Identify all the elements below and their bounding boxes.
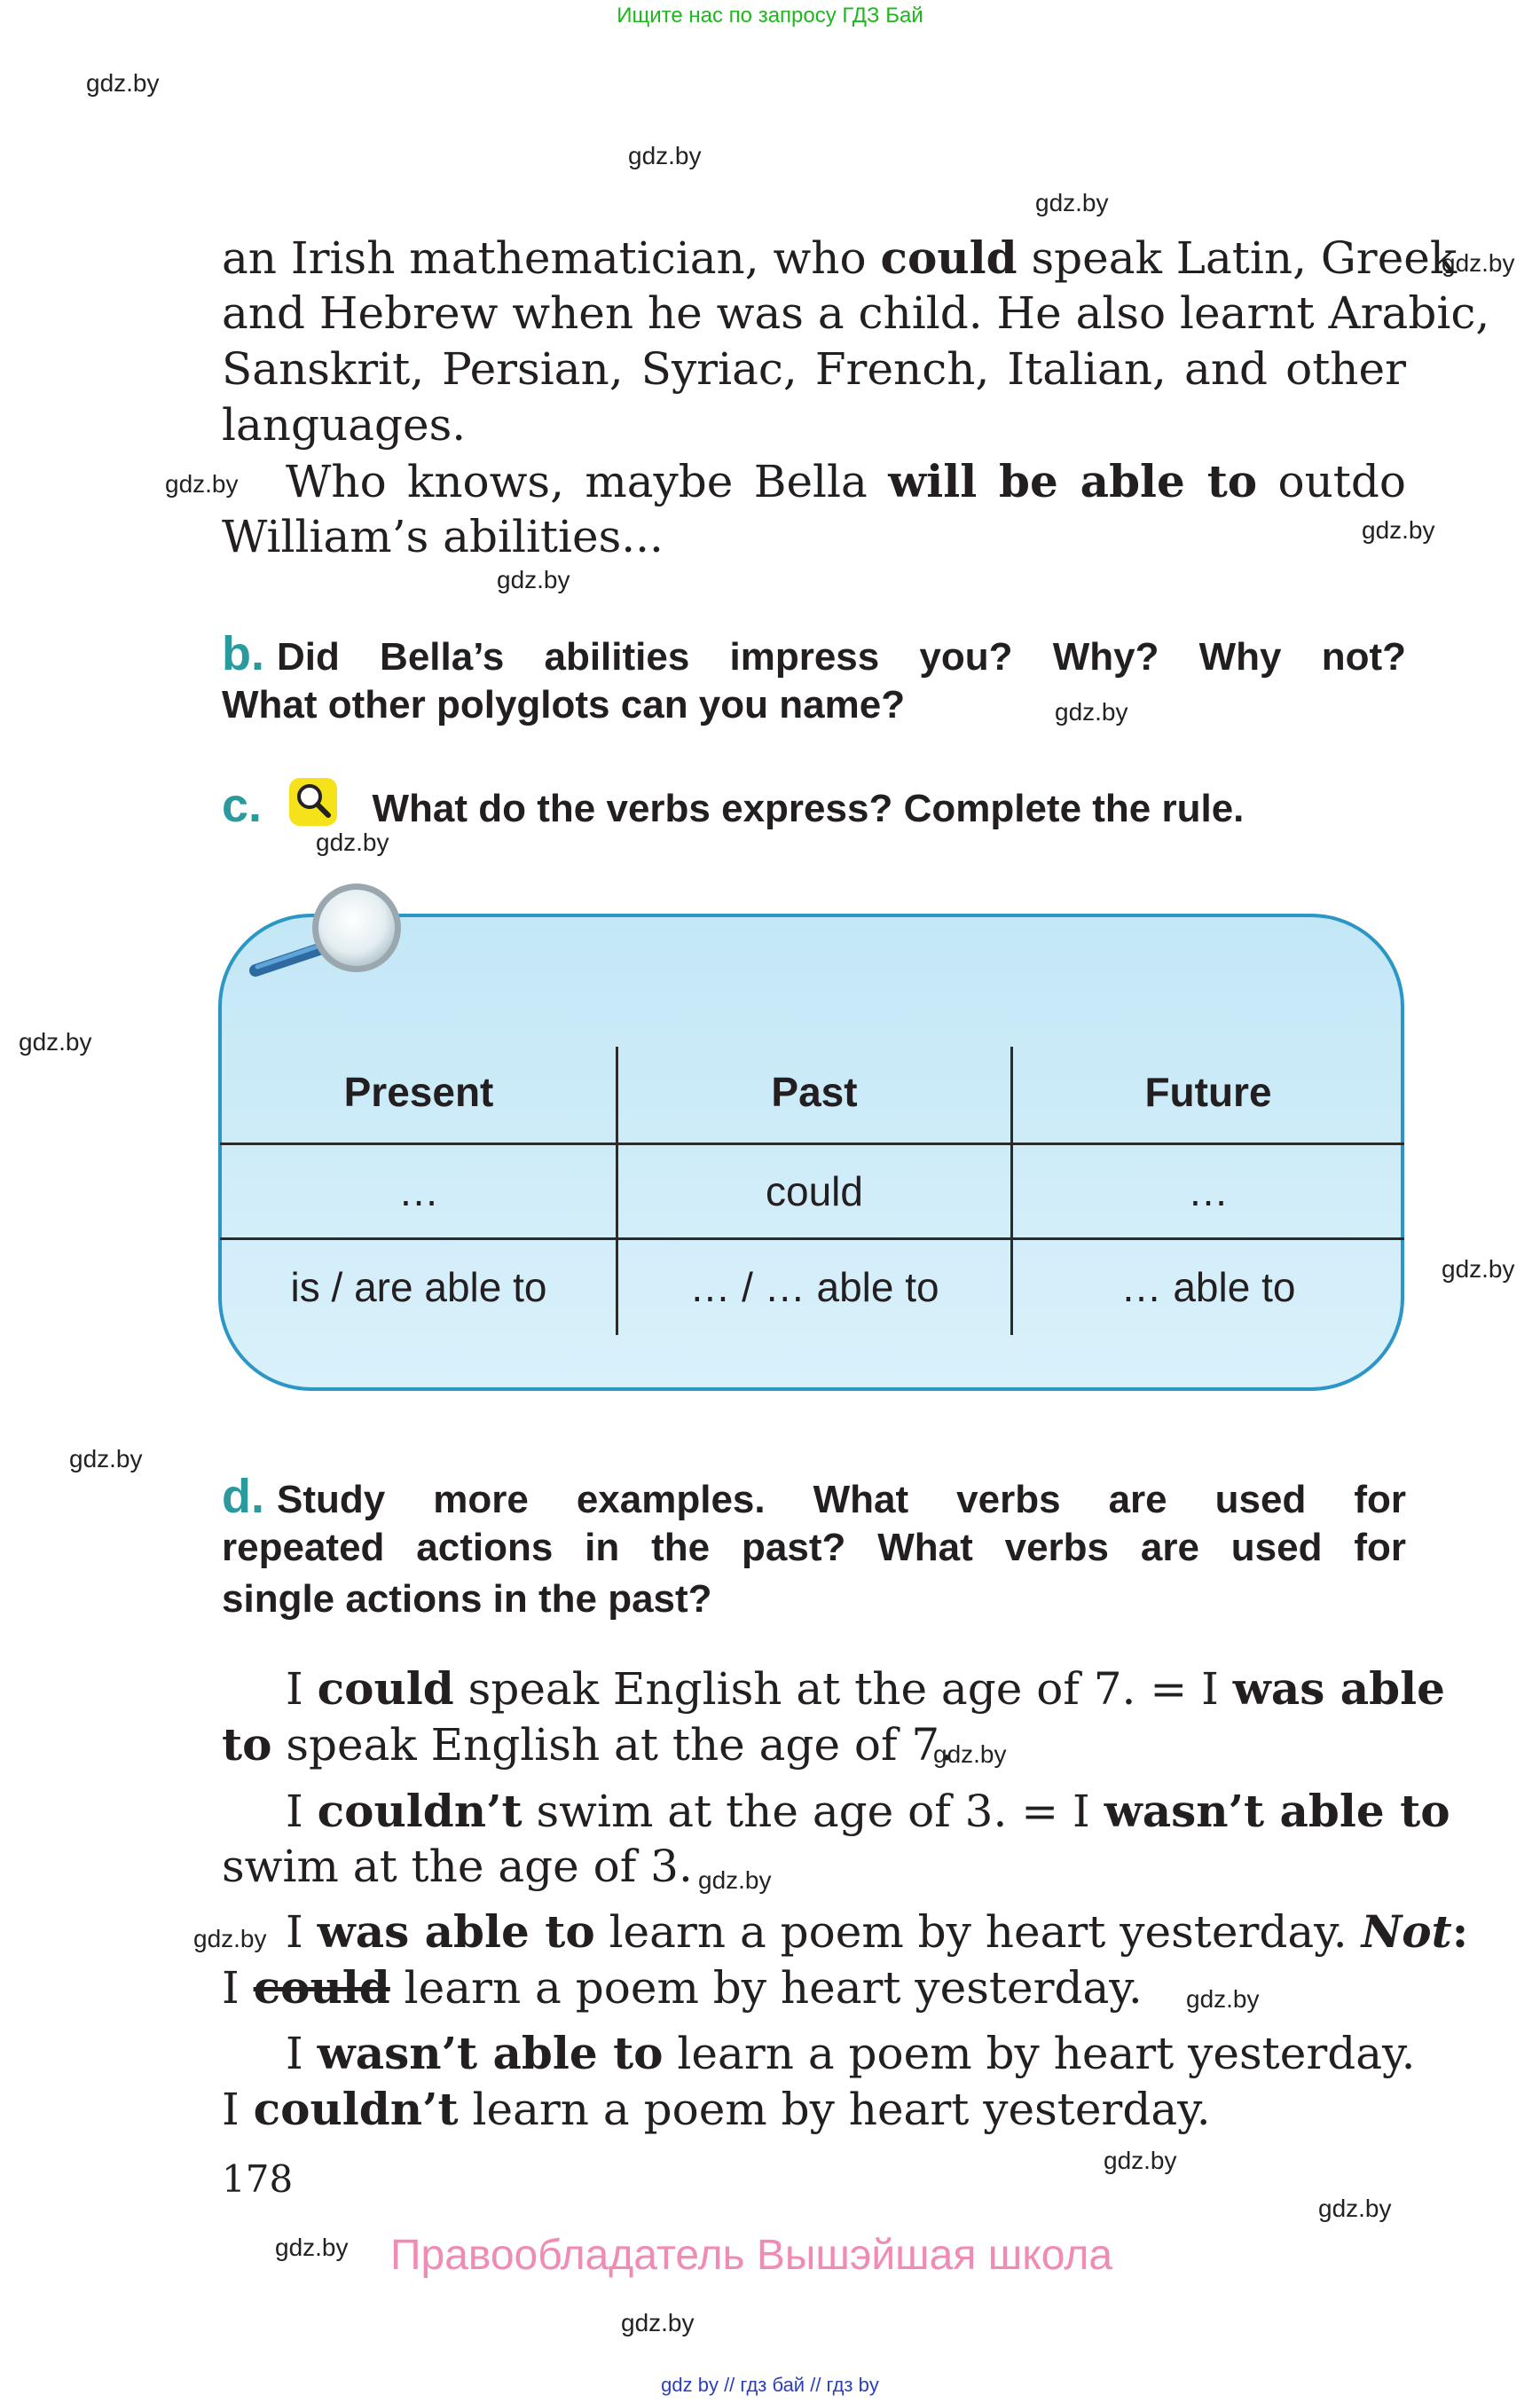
watermark: gdz.by [933,1740,1007,1768]
watermark: gdz.by [1318,2195,1392,2222]
example-line-7: I wasn’t able to learn a poem by heart yesterday. [286,2027,1416,2079]
example-line-5: I was able to learn a poem by heart yesterday. Not: [286,1905,1469,1958]
example-line-1: I could speak English at the age of 7. = I was able [286,1662,1445,1715]
watermark: gdz.by [316,828,389,856]
watermark: gdz.by [193,1925,267,1952]
watermark: gdz.by [165,470,239,498]
watermark: gdz.by [1104,2147,1177,2174]
intro-line-2: and Hebrew when he was a child. He also learnt Arabic, [222,287,1490,339]
table-cell: … / … able to [689,1264,939,1310]
task-d-line-2: repeated actions in the past? What verbs are used for [222,1526,1406,1569]
intro-line-5: Who knows, maybe Bella will be able to outdo [286,455,1406,507]
struck-word: could [253,1961,390,2014]
table-header-present: Present [343,1069,494,1115]
task-b-line-2: What other polyglots can you name? [222,683,906,726]
watermark: gdz.by [698,1866,772,1894]
watermark: gdz.by [628,142,702,169]
magnifying-glass-icon [245,878,413,993]
task-letter: d. [222,1470,264,1523]
intro-line-6: William’s abilities... [222,511,664,562]
watermark: gdz.by [1442,1255,1515,1283]
table-cell: … [398,1168,439,1214]
task-d-line-1: d. Study more examples. What verbs are used for [222,1470,1406,1523]
task-letter: c. [222,779,263,832]
task-c-line: c. What do the verbs express? Complete the rule. [222,779,1245,832]
rights-holder: Правообладатель Вышэйшая школа [390,2232,1113,2279]
example-line-3: I couldn’t swim at the age of 3. = I wasn’t able to [286,1785,1450,1837]
watermark: gdz.by [1442,249,1515,277]
watermark: gdz.by [497,566,570,593]
table-cell: is / are able to [290,1264,547,1310]
watermark: gdz.by [69,1445,143,1472]
example-line-2: to speak English at the age of 7. [222,1718,955,1771]
task-d-line-3: single actions in the past? [222,1577,712,1621]
table-header-past: Past [771,1069,858,1115]
watermark: gdz.by [275,2234,349,2261]
watermark: gdz.by [621,2309,695,2336]
watermark: gdz.by [1186,1985,1260,2013]
header-search-note: Ищите нас по запросу ГДЗ Бай [617,4,923,27]
watermark: gdz.by [86,69,160,97]
table-cell: could [766,1168,863,1214]
example-line-8: I couldn’t learn a poem by heart yesterday. [222,2083,1211,2135]
example-line-4: swim at the age of 3. [222,1841,693,1892]
table-cell: … able to [1120,1264,1296,1310]
table-header-future: Future [1144,1069,1272,1115]
magnifier-icon [288,777,338,827]
table-cell: … [1188,1168,1229,1214]
intro-line-3: Sanskrit, Persian, Syriac, French, Italian, and other [222,343,1406,395]
watermark: gdz.by [19,1028,92,1056]
page-number: 178 [222,2157,294,2201]
watermark: gdz.by [1362,516,1435,544]
watermark: gdz.by [1055,698,1128,726]
table-divider [220,1237,1404,1240]
watermark: gdz.by [1035,189,1109,216]
intro-line-4: languages. [222,399,467,451]
task-letter: b. [222,627,264,680]
table-divider [220,1143,1404,1145]
footer-note: gdz by // гдз бай // гдз by [661,2374,879,2396]
example-line-6: I could learn a poem by heart yesterday. [222,1961,1143,2014]
intro-line-1: an Irish mathematician, who could speak Latin, Greek [222,232,1458,284]
task-b-line-1: b. Did Bella’s abilities impress you? Why? Why not? [222,627,1406,680]
